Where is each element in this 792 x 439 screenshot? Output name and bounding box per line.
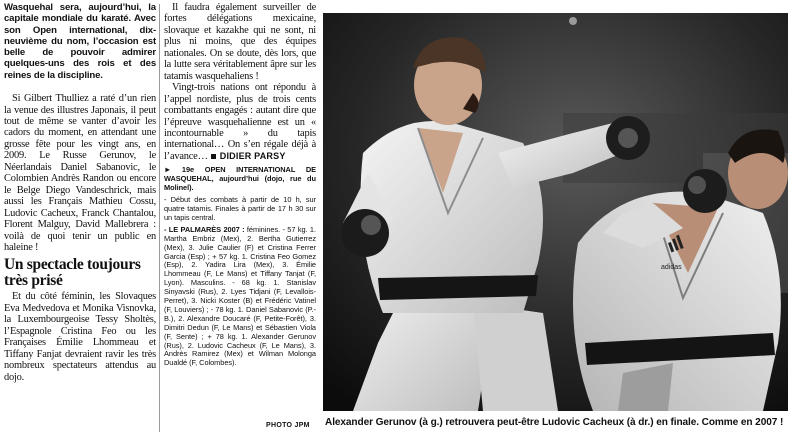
karate-photo — [323, 13, 788, 411]
article-subhead: Un spectacle toujours très prisé — [4, 256, 141, 289]
photo-caption: Alexander Gerunov (à g.) retrouvera peut-être Ludovic Cacheux (à dr.) en finale. Comme en 2007 ! — [325, 417, 784, 428]
article-column-1 — [4, 2, 156, 437]
palmares-text: féminines. - 57 kg. 1. Martha Embriz (Mex), 2. Bertha Gutierrez (Mex), 3. Julie Caulier (F) et Cristina Ferrer Garcia (Esp) ; + 57 kg. 1. Cristina Feo Gomez (Esp), 2. Yadira Lira (Mex), 3. Émilie Lhommeau (F, Le Mans) et Tiffany Tanjat (F, Lyon). Masculins. - 68 kg. 1. Stanislav Sinyavski (Rus), 2. Lyes Tidjani (F, Levallois-Perret), 3. Nicki Koster (B) et Frédéric Vatinel (F, Louviers) ; - 78 kg. 1. Daniel Sabanovic (P.-B.), 2. Alexandre Doucaré (F, Petite-Forêt), 3. Dimitri Dedun (F, Le Mans) et Sébastien Viola (F, Sente) ; + 78 kg. 1. Alexander Gerunov (Rus), 2. Ludovic Cacheux (F, Le Mans), 3. Andrès Ramirez (Mex) et Wilman Molonga Dualdé (F, Colombes). — [164, 224, 316, 368]
article-lead: Wasquehal sera, aujourd’hui, la capitale mondiale du karaté. Avec son Open international, dix-neuvième du nom, l’occasion est belle de pouvoir admirer quelques-uns des rois et des reines de la discipline. — [4, 2, 156, 81]
article-column-2 — [164, 2, 316, 437]
article-paragraph: Il faudra également surveiller de fortes délégations mexicaine, slovaque et kazakhe qui ne sont, ni plus ni moins, que des équipes nationales. On se doute, dès lors, que la lutte sera véritablement âpre sur les tatamis wasquehaliens ! — [164, 2, 316, 82]
palmares-label: - LE PALMARÈS 2007 : — [164, 224, 245, 234]
event-schedule: - Début des combats à partir de 10 h, sur quatre tatamis. Finales à partir de 17 h 30 sur un tapis central. — [164, 195, 316, 222]
article-paragraph-text: Vingt-trois nations ont répondu à l’appel nordiste, plus de trois cents combattants engagés : autant dire que l’épreuve wasquehalienne est un « incontournable » du tapis international… On s’en régale déjà à l’avance… — [164, 82, 316, 162]
column-divider — [159, 4, 160, 432]
article-paragraph: Si Gilbert Thulliez a raté d’un rien la venue des illustres Japonais, il peut tout de même se vanter d’avoir les cadors du moment, en attendant une grosse fête pour les vingt ans, en 2009. Le Russe Gerunov, le Néerlandais Daniel Sabanovic, le Colombien Andrès Randon ou encore le Belge Diego Vandeschrick, mais aussi les Français Mathieu Cossu, Ludovic Cacheux, Franck Chantalou, Florent Malguy, David Mallebrera : voilà de quoi tenir un public en haleine ! — [4, 93, 156, 253]
article-paragraph — [164, 82, 316, 162]
glove-brand-text: adidas — [661, 264, 682, 271]
palmares — [164, 226, 316, 369]
karate-fight-illustration — [323, 13, 788, 411]
author-signature: DIDIER PARSY — [219, 150, 286, 161]
event-info-heading: ► 19e OPEN INTERNATIONAL DE WASQUEHAL, aujourd’hui (dojo, rue du Molinel). — [164, 165, 316, 193]
photo-credit: PHOTO JPM — [266, 422, 310, 429]
end-square-icon — [211, 154, 216, 159]
article-paragraph: Et du côté féminin, les Slovaques Eva Medvedova et Monika Visnovka, la Luxembourgeoise Tessy Sholtès, l’Espagnole Cristina Feo ou les Françaises Émilie Lhommeau et Tiffany Fanjat devraient ravir les très nombreux spectateurs attendus au dojo. — [4, 291, 156, 383]
